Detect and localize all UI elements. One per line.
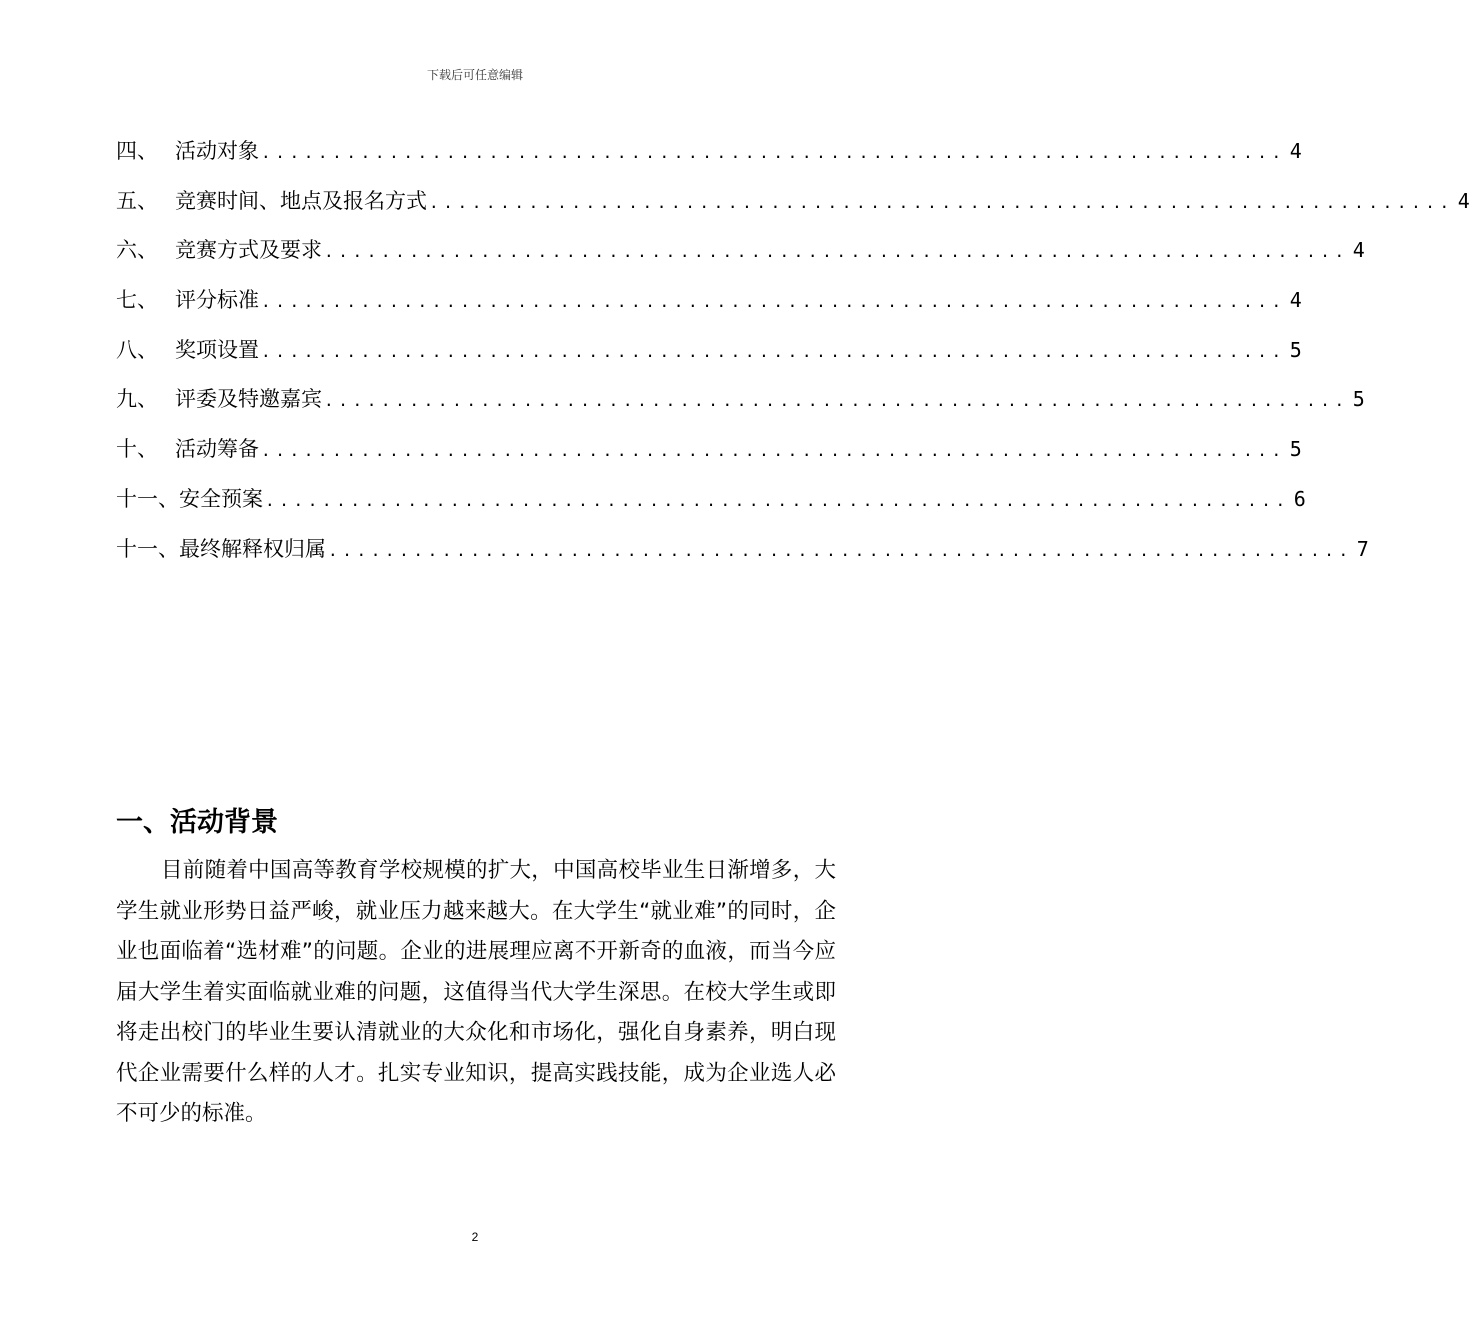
toc-entry-number: 四、 <box>116 139 158 163</box>
toc-leader-dots: ........................................................................ <box>261 292 1286 312</box>
toc-entry-title: 最终解释权归属 <box>179 536 326 561</box>
toc-entry-number: 六、 <box>116 238 158 263</box>
toc-leader-dots: ........................................................................ <box>261 341 1286 361</box>
section-heading: 一、活动背景 <box>116 807 278 838</box>
toc-entry-page: 5 <box>1352 387 1365 412</box>
page-number: 2 <box>471 1230 479 1244</box>
toc-entry-page: 4 <box>1289 288 1302 313</box>
toc-leader-dots: ........................................................................ <box>265 490 1290 510</box>
toc-entry[interactable] <box>116 481 1306 531</box>
toc-entry-page: 4 <box>1352 238 1365 263</box>
toc-entry-number: 八、 <box>116 337 158 362</box>
toc-entry-title: 活动对象 <box>175 139 259 163</box>
table-of-contents <box>116 133 1470 580</box>
toc-leader-dots: ........................................................................ <box>429 192 1454 212</box>
toc-entry[interactable] <box>116 431 1302 481</box>
toc-entry-title: 竞赛方式及要求 <box>175 238 322 263</box>
toc-entry-page: 7 <box>1356 536 1369 561</box>
toc-entry[interactable] <box>116 332 1302 382</box>
toc-entry-number: 七、 <box>116 288 158 313</box>
toc-entry[interactable] <box>116 183 1470 233</box>
toc-entry-page: 5 <box>1289 337 1302 362</box>
toc-entry-number: 十一、 <box>116 486 179 511</box>
toc-entry[interactable] <box>116 531 1369 581</box>
toc-entry-title: 安全预案 <box>179 486 263 511</box>
toc-entry[interactable] <box>116 232 1365 282</box>
toc-entry-number: 五、 <box>116 188 158 213</box>
toc-entry-page: 4 <box>1289 139 1302 163</box>
toc-leader-dots: ........................................................................ <box>324 242 1349 262</box>
toc-leader-dots: ........................................................................ <box>261 441 1286 461</box>
toc-entry-title: 奖项设置 <box>175 337 259 362</box>
toc-entry-title: 评分标准 <box>175 288 259 313</box>
toc-entry[interactable] <box>116 381 1365 431</box>
page-header: 下载后可任意编辑 <box>426 68 523 82</box>
toc-entry-number: 十、 <box>116 437 158 462</box>
toc-entry-title: 竞赛时间、地点及报名方式 <box>175 188 427 213</box>
toc-entry-number: 九、 <box>116 387 158 412</box>
toc-entry-page: 4 <box>1457 188 1470 213</box>
toc-leader-dots: ........................................................................ <box>324 391 1349 411</box>
toc-entry[interactable] <box>116 282 1302 332</box>
toc-entry[interactable] <box>116 133 1302 183</box>
toc-entry-title: 评委及特邀嘉宾 <box>175 387 322 412</box>
body-paragraph: 目前随着中国高等教育学校规模的扩大，中国高校毕业生日渐增多，大学生就业形势日益严峻，就业压力越来越大。在大学生“就业难”的同时，企业也面临着“选材难”的问题。企业的进展理应离不开新奇的血液，而当今应届大学生着实面临就业难的问题，这值得当代大学生深思。在校大学生或即将走出校门的毕业生要认清就业的大众化和市场化，强化自身素养，明白现代企业需要什么样的人才。扎实专业知识，提高实践技能，成为企业选人必不可少的标准。 <box>116 858 836 1126</box>
toc-entry-page: 5 <box>1289 437 1302 462</box>
toc-entry-page: 6 <box>1293 486 1306 511</box>
toc-leader-dots: ........................................................................ <box>261 143 1286 162</box>
toc-leader-dots: ........................................................................ <box>328 540 1353 560</box>
toc-entry-title: 活动筹备 <box>175 437 259 462</box>
toc-entry-number: 十一、 <box>116 536 179 561</box>
